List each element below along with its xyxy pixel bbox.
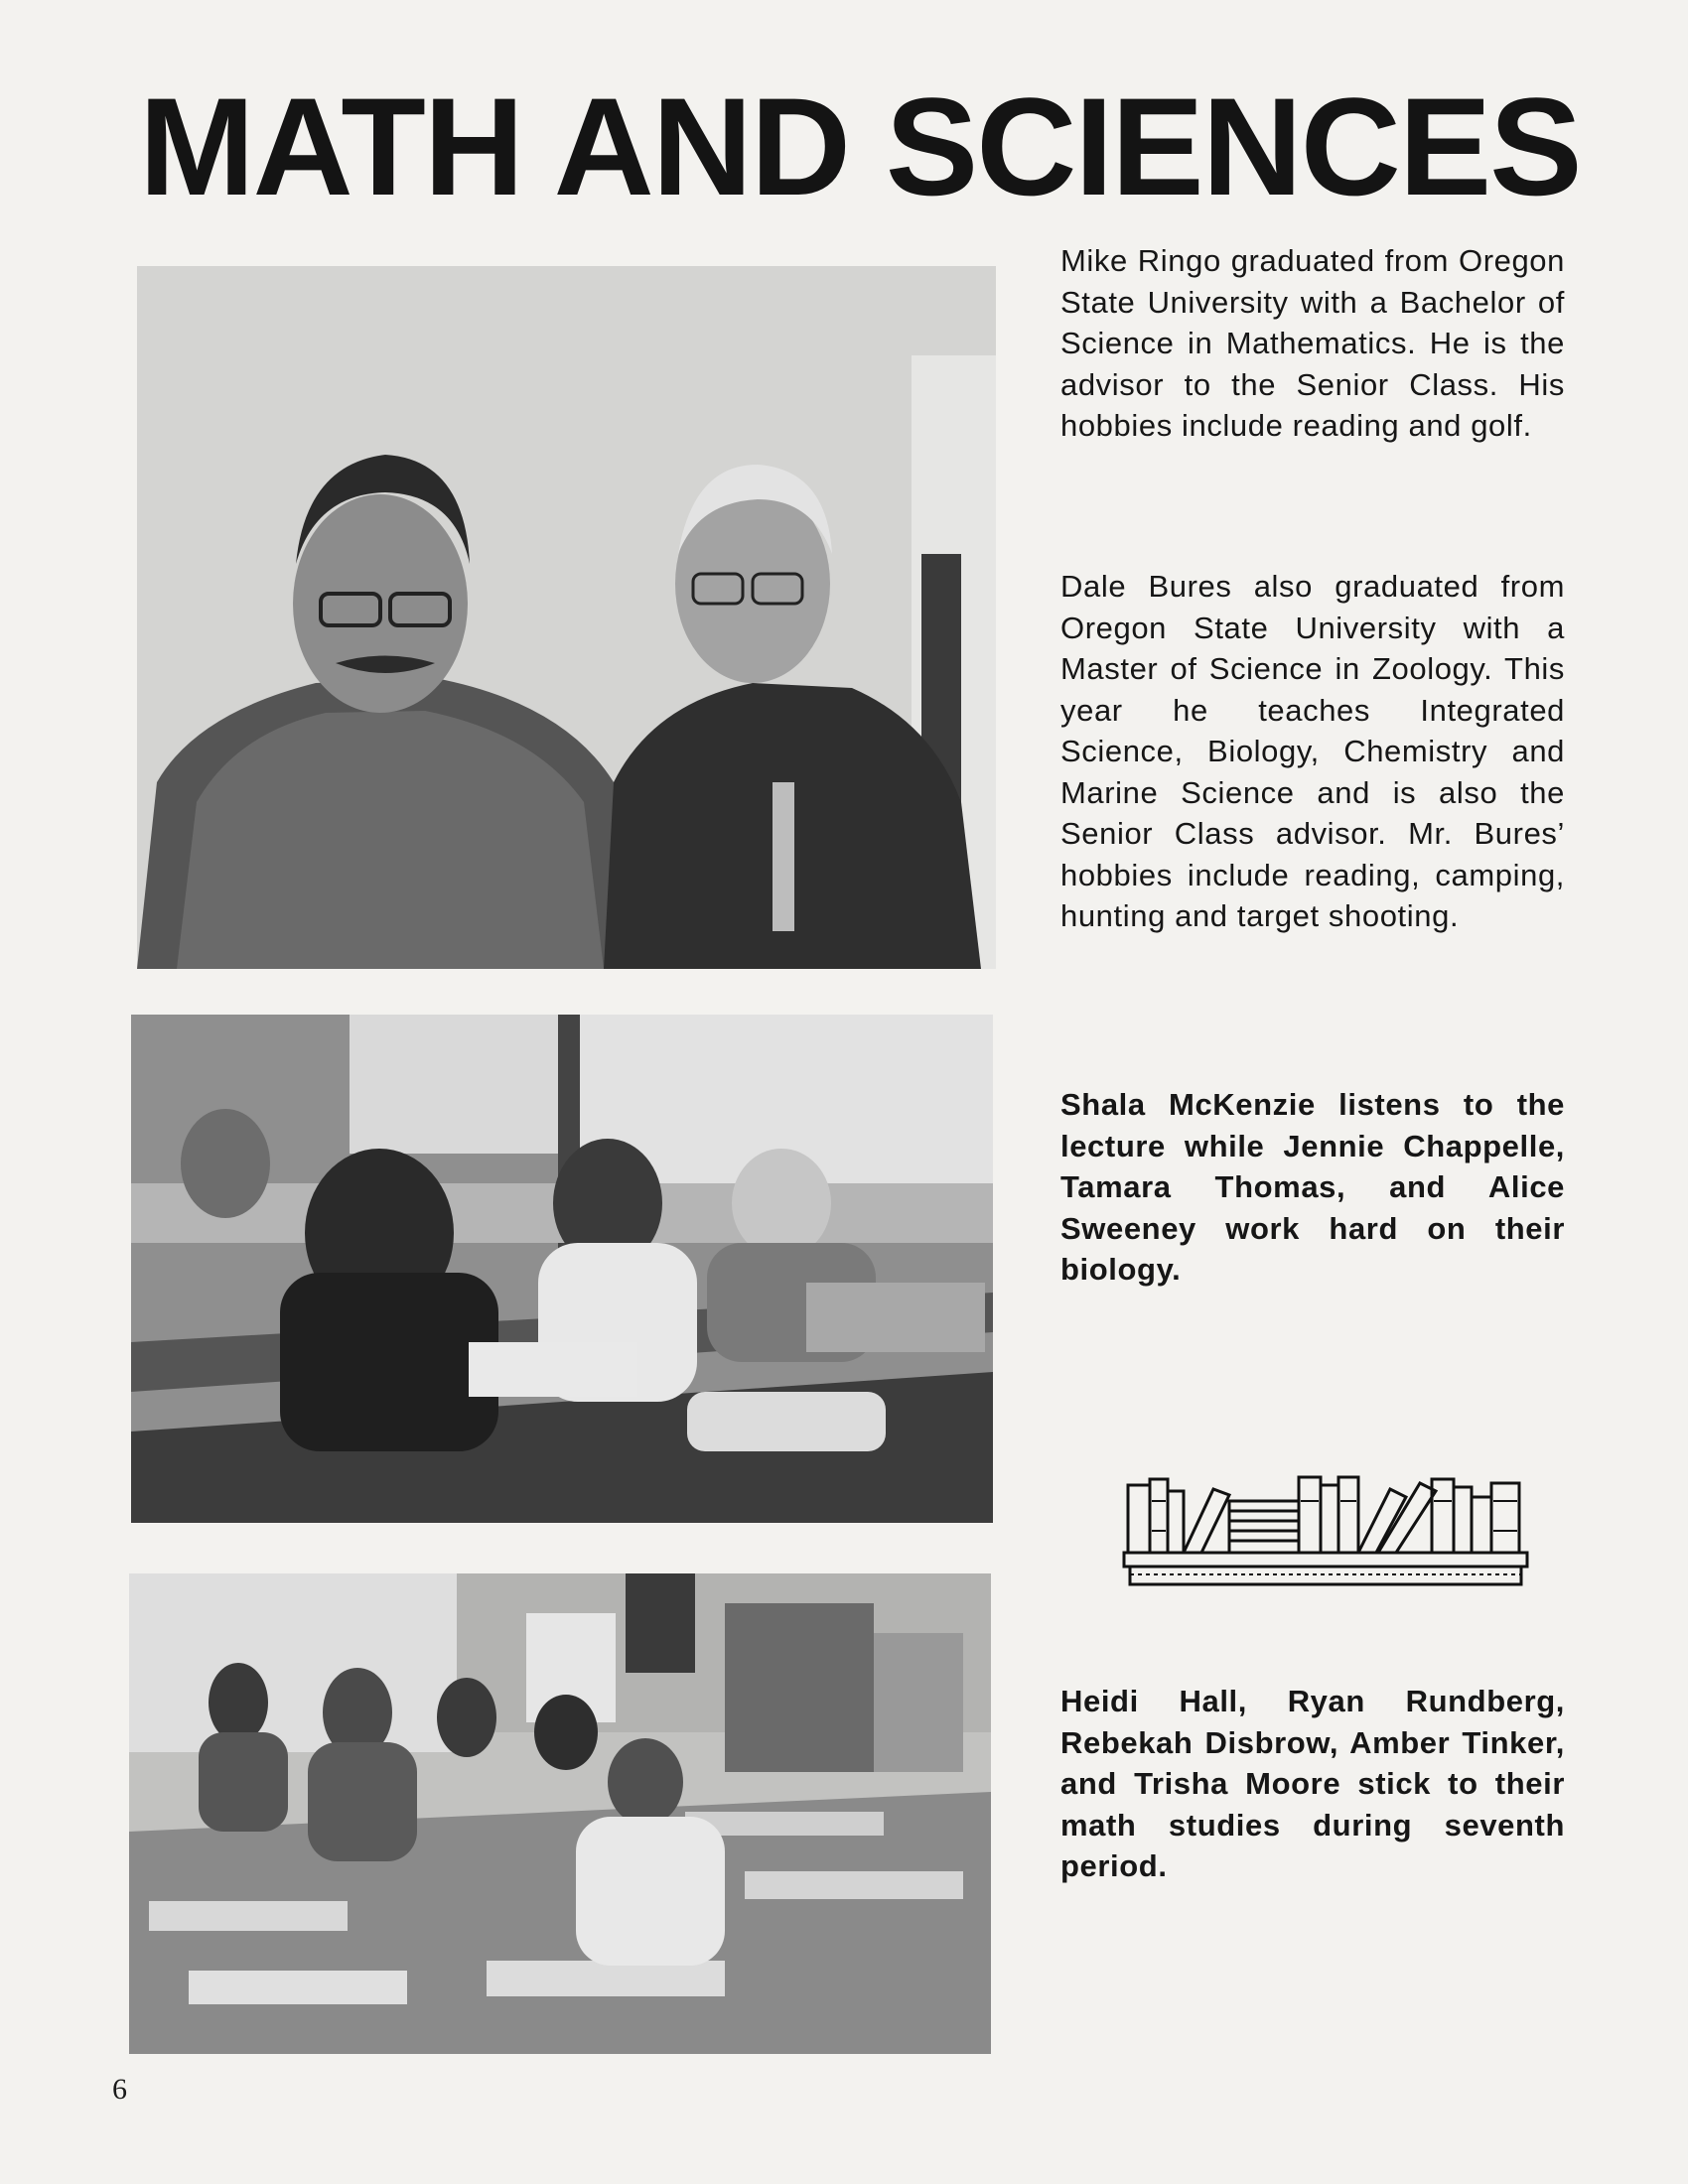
- teachers-photo: [137, 266, 996, 969]
- page-number: 6: [112, 2073, 127, 2106]
- biology-class-photo: [131, 1015, 993, 1523]
- caption-math-class: Heidi Hall, Ryan Rundberg, Rebekah Disbrow, Amber Tinker, and Trisha Moore stick to their math studies during seventh period.: [1060, 1684, 1565, 1883]
- caption-dale-bures: Dale Bures also graduated from Oregon State University with a Master of Science in Zoology. This year he teaches Integrated Science, Biology, Chemistry and Marine Science and is also the Senior Class advisor. Mr. Bures’ hobbies include reading, camping, hunting and target shooting.: [1060, 569, 1565, 933]
- caption-mike-ringo: Mike Ringo graduated from Oregon State University with a Bachelor of Science in Mathematics. He is the advisor to the Senior Class. His hobbies include reading and golf.: [1060, 243, 1565, 443]
- bookshelf-clipart: [1122, 1471, 1529, 1588]
- math-class-photo: [129, 1573, 991, 2054]
- page-title: MATH AND SCIENCES: [139, 68, 1581, 224]
- caption-biology-class: Shala McKenzie listens to the lecture while Jennie Chappelle, Tamara Thomas, and Alice Sweeney work hard on their biology.: [1060, 1087, 1565, 1287]
